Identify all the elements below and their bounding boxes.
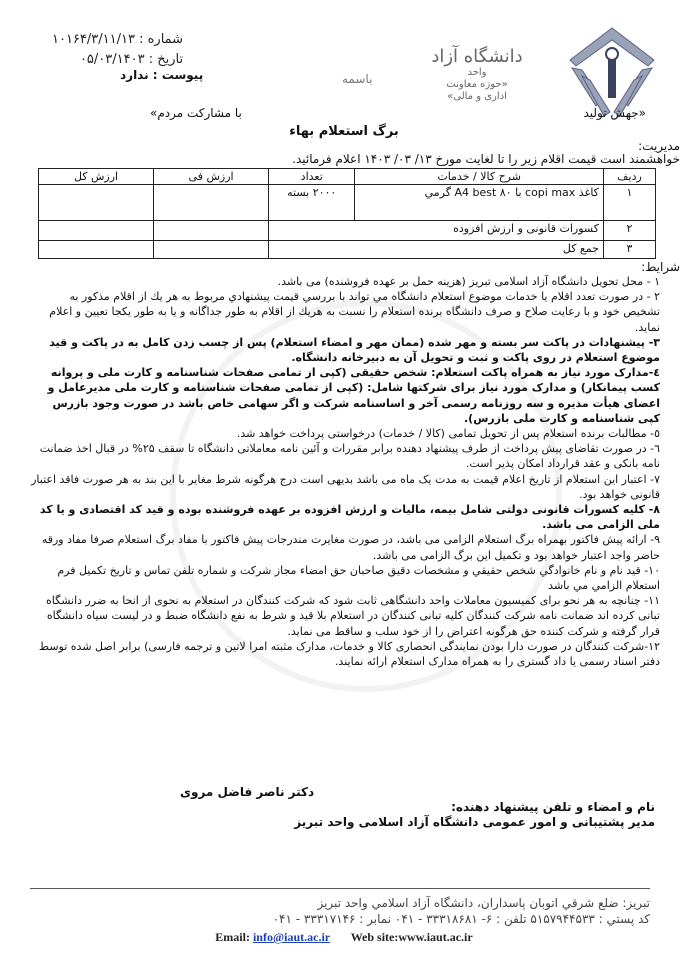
bidder-signature-label: نام و امضاء و تلفن پیشنهاد دهنده: (451, 800, 655, 814)
slogan-part-2: با مشارکت مردم» (150, 106, 242, 120)
col-header-index: رديف (603, 169, 655, 185)
letter-attachment: پیوست : ندارد (120, 68, 204, 82)
conditions-list (30, 274, 660, 669)
col-header-quantity: تعداد (269, 169, 355, 185)
footer-address: تبريز: ضلع شرقي اتوبان پاسداران، دانشگاه آزاد اسلامي واحد تبريز (317, 896, 650, 910)
row-quantity: ۲۰۰۰ بسته (269, 185, 355, 221)
letter-number: شماره : ۱۰۱۶۴/۳/۱۱/۱۳ (52, 32, 184, 47)
condition-item: ۳- پیشنهادات در پاکت سر بسته و مهر شده (ممان مهر و امضاء استعلام) پس از چسب زدن کامل به در پاکت و قید موضوع استعلام در روی پاکت و ثبت و تحویل آن به دبیرخانه دانشگاه. (49, 335, 660, 365)
row-description: کسورات قانونی و ارزش افزوده (269, 221, 604, 241)
row-total (39, 241, 154, 259)
row-index: ۱ (603, 185, 655, 221)
footer-address-block (40, 895, 650, 927)
items-table (38, 168, 656, 259)
university-name: دانشگاه آزاد (431, 46, 523, 67)
request-text: خواهشمند است قیمت اقلام زیر را تا لغایت مورخ ۱۳/ ۰۳/ ۱۴۰۳ اعلام فرمائید. (292, 152, 680, 166)
footer-phones: كد پستي : ۵۱۵۷۹۴۴۵۳۳ تلفن : ۶- ۳۳۳۱۸۶۸۱ - ۰۴۱ نمابر : ۳۳۳۱۷۱۴۶ - ۰۴۱ (272, 912, 650, 926)
website-link[interactable]: www.iaut.ac.ir (398, 930, 473, 944)
table-header-row (39, 169, 656, 185)
row-unit-price (154, 241, 269, 259)
letter-reference (52, 30, 183, 70)
condition-item: ۹- ارائه پیش فاکتور بهمراه برگ استعلام الزامی می باشد، در صورت مغایرت مندرجات پیش فاکتور با مفاد برگ استعلام صرفا مفاد ورقه حاضر واجد اعتبار خواهد بود و تکمیل این برگ الزامی می باشد. (41, 533, 660, 562)
row-unit-price (154, 185, 269, 221)
row-total (39, 221, 154, 241)
table-row (39, 185, 656, 221)
sub-office-2: اداری و مالی» (447, 91, 507, 102)
condition-item: ٦- در صورت تقاضای پيش پرداخت از طرف پيشنهاد دهنده برابر مقررات و آئين نامه معاملاتی دانشگاه تا سقف ۲۵% در قبال اخذ ضمانت نامه بانکی و عقد قرارداد امکان پذير است. (39, 442, 660, 471)
condition-item: ٤-مدارک مورد نياز به همراه پاکت استعلام: شخص حقيقی (کپی از تمامی صفحات شناسنامه و کارت ملی و پروانه کسب پيمانکار) و مدارک مورد نياز برای شرکتها شامل: (کپی از تمامی صفحات شناسنامه و کارت ملی مديرعامل و اعضای هيأت مديره و سه روزنامه رسمی آخر و اساسنامه شرکت و اگر سهامی خاص باشد در صورت وجود بازرس کپی شناسنامه و کارت ملی بازرس). (47, 366, 660, 425)
footer-divider (30, 888, 650, 889)
condition-item: ۱۰- قيد نام و نام خانوادگي شخص حقيقي و مشخصات دقيق صاحبان حق امضاء مجاز شركت و شماره تلفن تماس و تاريخ تكميل فرم استعلام الزامي مي باشد (57, 563, 660, 593)
table-row (39, 241, 656, 259)
signatory-name: دكتر ناصر فاضل مروی (180, 785, 315, 799)
row-description: جمع کل (269, 241, 604, 259)
letter-date: تاريخ : ۰۵/۰۳/۱۴۰۳ (79, 52, 184, 67)
email-label: Email: (215, 930, 250, 944)
signatory-title: مدير پشتیبانی و امور عمومی دانشگاه آزاد اسلامی واحد تبریز (294, 815, 655, 829)
condition-item: ۱۲-شرکت کنندگان در صورت دارا بودن نمايندگی انحصاری کالا و خدمات، مدارک مثبته امرا لاتين و ترجمه فارسی) برابر اصل شده توسط دفتر اسناد رسمی يا داد گستری را به همراه مدارک استعلام ارائه نمايند. (38, 639, 660, 669)
bismillah-stamp: باسمه (342, 72, 373, 86)
col-header-total: ارزش كل (39, 169, 154, 185)
row-description: کاغذ copi max با A4 best ۸۰ گرمي (355, 185, 604, 221)
condition-item: ۷- اعتبار اين استعلام از تاريخ اعلام قيمت به مدت يک ماه می باشد بديهی است درج هرگونه شرط مغاير با اين بند به هر صورت فاقد اعتبار قانونی خواهد بود. (31, 472, 660, 501)
row-unit-price (154, 221, 269, 241)
slogan-part-1: «جهش تولید (583, 106, 646, 120)
university-unit: واحد (467, 67, 487, 78)
condition-item: ۸- کلیه کسورات قانونی دولتی شامل بیمه، مالیات و ارزش افزوده بر عهده فروشنده بوده و قید کد اقتصادی و یا کد ملی الزامی می باشد. (39, 503, 660, 532)
row-total (39, 185, 154, 221)
condition-item: ٥- مطالبات برنده استعلام پس از تحویل تمامی (كالا / خدمات) درخواستی پرداخت خواهد شد. (236, 427, 660, 441)
row-index: ۳ (603, 241, 655, 259)
form-title: برگ استعلام بهاء (289, 124, 399, 139)
website-label: Web site: (350, 930, 399, 944)
sub-office-1: «حوزه معاونت (446, 79, 508, 90)
col-header-unit-price: ارزش فی (154, 169, 269, 185)
addressee: مدیریت: (638, 139, 680, 153)
footer-contact (0, 930, 688, 945)
conditions-title: شرايط: (641, 260, 680, 274)
table-row (39, 221, 656, 241)
email-link[interactable]: info@iaut.ac.ir (252, 930, 330, 944)
col-header-description: شرح كالا / خدمات (355, 169, 604, 185)
condition-item: ۱ - محل تحويل دانشگاه آزاد اسلامی تبريز (هزينه حمل بر عهده فروشنده) می باشد. (277, 275, 660, 288)
university-heading (402, 46, 552, 103)
condition-item: ۲ - در صورت تعدد اقلام يا خدمات موضوع استعلام دانشگاه مي تواند با بررسي قيمت پيشنهادي مربوط به هر يك از اقلام مذكور به تشخيص خود و با رعايت صلاح و صرف دانشگاه برنده استعلام را نسبت به هريك از اقلام به طور جداگانه و يا به طور يكجا تعيين و اعلام نمايد. (49, 290, 660, 334)
condition-item: ۱۱- چنانچه به هر نحو برای کميسيون معاملات واحد دانشگاهی ثابت شود که شرکت کنندگان در استعلام به نحوی از انحا به ضرر دانشگاه تبانی کرده اند ضمانت نامه شرکت کنندگان کليه تبانی کنندگان در استعلام بلا قيد و شرط به نفع دانشگاه ضبط و در ليست سياه دانشگاه قرار گرفته و شرکت کننده حق هرگونه اعتراض را از خود سلب و ساقط می نمايد. (46, 594, 660, 638)
row-index: ۲ (603, 221, 655, 241)
